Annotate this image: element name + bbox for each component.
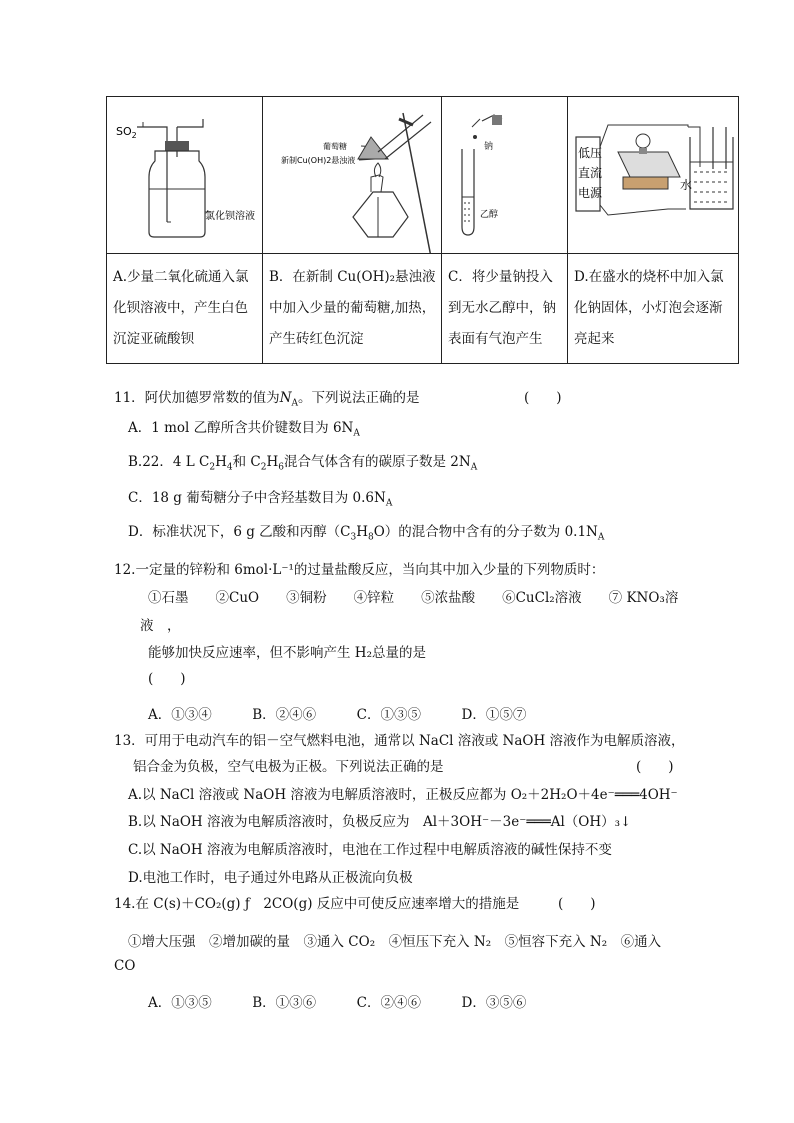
sodium-label: 钠: [484, 142, 494, 152]
power-label-2: 直流: [578, 166, 603, 180]
q13-option-d: D.电池工作时，电子通过外电路从正极流向负极: [128, 870, 413, 886]
q13-stem: 13．可用于电动汽车的铝－空气燃料电池，通常以 NaCl 溶液或 NaOH 溶液作为电解质溶液，: [114, 733, 685, 749]
q12-question: 能够加快反应速率，但不影响产生 H₂总量的是: [148, 645, 426, 661]
so2-label: $SO_2$: [116, 125, 137, 140]
water-label: 水: [680, 178, 693, 192]
q13-answer-paren: ( ): [636, 759, 674, 775]
figure-a-cell: [107, 97, 263, 254]
q11-stem: 11．阿伏加德罗常数的值为$N_A$。下列说法正确的是: [114, 390, 420, 409]
experiment-table: [106, 96, 739, 364]
q14-items: ①增大压强 ②增加碳的量 ③通入 CO₂ ④恒压下充入 N₂ ⑤恒容下充入 N₂ ⑥通入: [128, 934, 662, 950]
q11-answer-paren: ( ): [524, 390, 562, 406]
power-label-3: 电源: [578, 186, 603, 200]
glucose-label: 葡萄糖: [323, 142, 347, 151]
heating-test-tube-figure: [263, 97, 442, 253]
figure-c-cell: [442, 97, 568, 254]
q14-items-cont: CO: [114, 958, 136, 974]
q11-option-c: C．18 g 葡萄糖分子中含羟基数目为 $0.6N_A$: [128, 490, 393, 509]
q12-items-cont: 液 ，: [140, 618, 181, 634]
q12-stem: 12.一定量的锌粉和 6mol·L⁻¹的过量盐酸反应，当向其中加入少量的下列物质时：: [114, 562, 605, 578]
cuoh-label: 新制Cu(OH)2悬浊液: [281, 156, 356, 165]
q13-option-a: A.以 NaCl 溶液或 NaOH 溶液为电解质溶液时，正极反应都为 O₂＋2H₂O＋4e⁻═══4OH⁻: [128, 787, 678, 803]
sodium-ethanol-figure: [442, 97, 568, 253]
q12-items: ①石墨 ②CuO ③铜粉 ④锌粒 ⑤浓盐酸 ⑥CuCl₂溶液 ⑦ KNO₃溶: [148, 590, 679, 606]
figure-d-cell: [568, 97, 739, 254]
q13-option-b: B.以 NaOH 溶液为电解质溶液时，负极反应为 Al＋3OH⁻－3e⁻═══Al（OH）₃↓: [128, 814, 632, 830]
caption-a: A.少量二氧化硫通入氯化钡溶液中，产生白色沉淀亚硫酸钡: [107, 254, 263, 364]
power-label-1: 低压: [578, 146, 603, 160]
q12-answer-paren: ( ): [148, 671, 186, 687]
q14-stem: 14.在 C(s)＋CO₂(g) ƒ 2CO(g) 反应中可使反应速率增大的措施是: [114, 896, 520, 912]
caption-b: B．在新制 Cu(OH)₂悬浊液中加入少量的葡萄糖,加热，产生砖红色沉淀: [263, 254, 442, 364]
conductivity-circuit-figure: [568, 97, 739, 253]
q11-option-b: B.22．4 L $C_2H_4$和 $C_2H_6$混合气体含有的碳原子数是 $2N_A$: [128, 454, 478, 473]
q13-option-c: C.以 NaOH 溶液为电解质溶液时，电池在工作过程中电解质溶液的碱性保持不变: [128, 842, 612, 858]
caption-c: C．将少量钠投入到无水乙醇中，钠表面有气泡产生: [442, 254, 568, 364]
q13-stem-line2: 铝合金为负极，空气电极为正极。下列说法正确的是: [133, 759, 444, 775]
ethanol-label: 乙醇: [480, 210, 499, 220]
caption-d: D.在盛水的烧杯中加入氯化钠固体，小灯泡会逐渐亮起来: [568, 254, 739, 364]
q14-options: A．①③⑤ B．①③⑥ C．②④⑥ D．③⑤⑥: [148, 995, 527, 1011]
q11-option-a: A．1 mol 乙醇所含共价键数目为 $6N_A$: [128, 420, 360, 439]
q14-answer-paren: ( ): [558, 896, 596, 912]
q12-options: A．①③④ B．②④⑥ C．①③⑤ D．①⑤⑦: [148, 707, 527, 723]
gas-washing-bottle-figure: [107, 97, 263, 253]
barium-chloride-label: 氯化钡溶液: [205, 211, 255, 222]
q11-option-d: D．标准状况下，6 g 乙酸和丙醇$(C_3H_8O)$的混合物中含有的分子数为 $0.1N_A$: [128, 524, 605, 543]
figure-b-cell: [263, 97, 442, 254]
